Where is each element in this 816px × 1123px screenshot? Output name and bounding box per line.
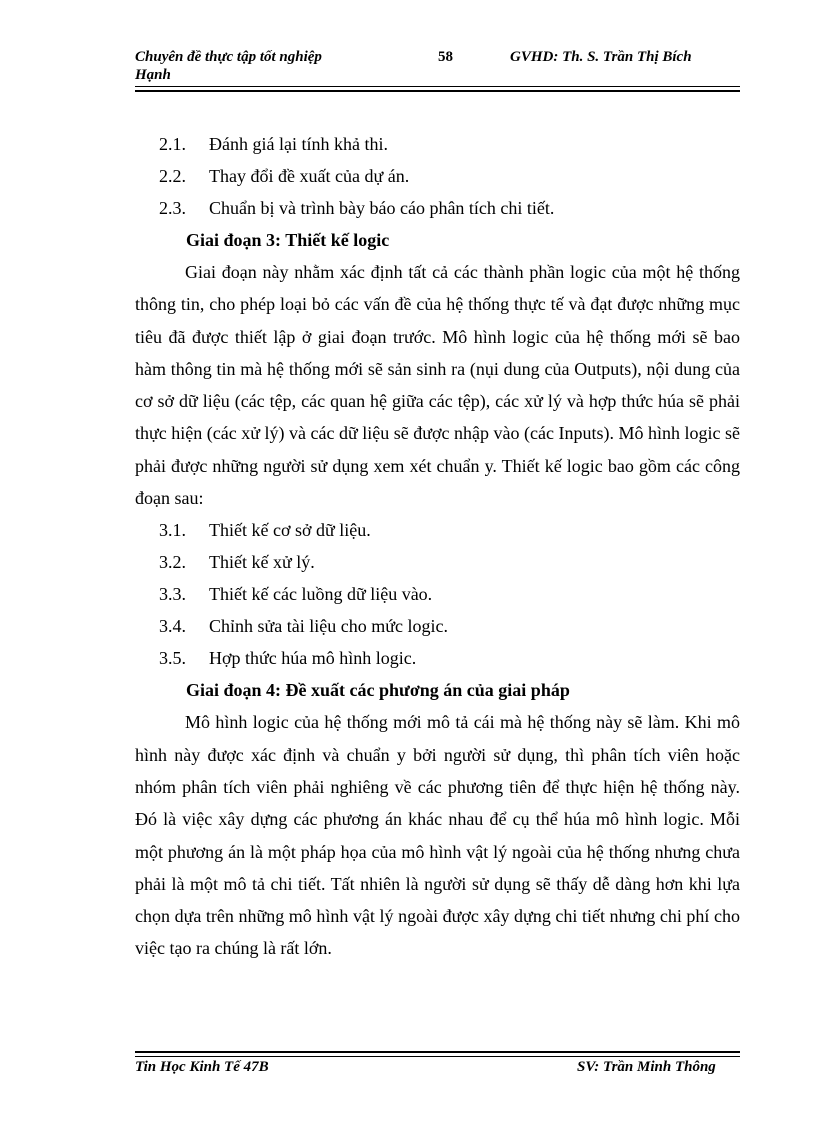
list-item-number: 3.5. — [159, 648, 186, 669]
list-item — [135, 128, 740, 160]
list-item-text: Hợp thức húa mô hình logic. — [209, 648, 417, 669]
header-title: Chuyên đề thực tập tốt nghiệp Hạnh — [135, 49, 322, 83]
list-item — [135, 642, 740, 674]
paragraph-stage-3: Giai đoạn này nhằm xác định tất cả các thành phần logic của một hệ thống thông tin, cho phép loại bỏ các vấn đề của hệ thống thực tế và đạt được những mục tiêu đã được thiết lập ở giai đoạn trước. Mô hình logic của hệ thống mới sẽ bao hàm thông tin mà hệ thống mới sẽ sản sinh ra (nụi dung của Outputs), nội dung của cơ sở dữ liệu (các tệp, các quan hệ giữa các tệp), các xử lý và hợp thức húa sẽ phải thực hiện (các xử lý) và các dữ liệu sẽ được nhập vào (các Inputs). Mô hình logic sẽ phải được những người sử dụng xem xét chuẩn y. Thiết kế logic bao gồm các công đoạn sau: — [135, 262, 740, 509]
page-number: 58 — [438, 49, 453, 65]
list-item-number: 2.1. — [159, 134, 186, 154]
list-item — [135, 546, 740, 578]
list-item — [135, 578, 740, 610]
header-rule-thick — [135, 90, 740, 92]
footer-student: SV: Trần Minh Thông — [577, 1059, 716, 1075]
section-heading-stage-3: Giai đoạn 3: Thiết kế logic — [186, 230, 390, 250]
header-supervisor: GVHD: Th. S. Trần Thị Bích — [510, 49, 692, 65]
document-body — [135, 128, 740, 965]
list-item-number: 3.2. — [159, 552, 186, 573]
list-item-text: Thay đổi đề xuất của dự án. — [209, 166, 410, 186]
list-item-number: 3.4. — [159, 616, 186, 637]
list-item-text: Thiết kế cơ sở dữ liệu. — [209, 520, 371, 541]
header-rule-thin — [135, 86, 740, 87]
list-item — [135, 192, 740, 224]
footer-class: Tin Học Kinh Tế 47B — [135, 1059, 269, 1075]
list-item — [135, 610, 740, 642]
list-item-text: Chuẩn bị và trình bày báo cáo phân tích chi tiết. — [209, 198, 555, 218]
list-item — [135, 160, 740, 192]
footer-rule-thick — [135, 1051, 740, 1053]
list-item-text: Thiết kế các luồng dữ liệu vào. — [209, 584, 433, 605]
list-item-text: Đánh giá lại tính khả thi. — [209, 134, 388, 154]
list-item-number: 2.3. — [159, 198, 186, 218]
paragraph-stage-4: Mô hình logic của hệ thống mới mô tả cái mà hệ thống này sẽ làm. Khi mô hình này được xác định và chuẩn y bởi người sử dụng, thì phân tích viên hoặc nhóm phân tích viên phải nghiêng về các phương tiên để thực hiện hệ thống này. Đó là việc xây dựng các phương án khác nhau để cụ thể húa mô hình logic. Mỗi một phương án là một pháp họa của mô hình vật lý ngoài của hệ thống nhưng chưa phải là một mô tả chi tiết. Tất nhiên là người sử dụng sẽ thấy dễ dàng hơn khi lựa chọn dựa trên những mô hình vật lý ngoài được xây dựng chi tiết nhưng chi phí cho việc tạo ra chúng là rất lớn. — [135, 712, 740, 959]
section-heading-stage-4: Giai đoạn 4: Đề xuất các phương án của giai pháp — [186, 680, 570, 701]
page-header — [135, 48, 740, 88]
list-item-text: Thiết kế xử lý. — [209, 552, 315, 573]
list-item — [135, 514, 740, 546]
list-item-number: 3.1. — [159, 520, 186, 541]
list-item-text: Chỉnh sửa tài liệu cho mức logic. — [209, 616, 448, 637]
list-item-number: 2.2. — [159, 166, 186, 186]
list-item-number: 3.3. — [159, 584, 186, 605]
